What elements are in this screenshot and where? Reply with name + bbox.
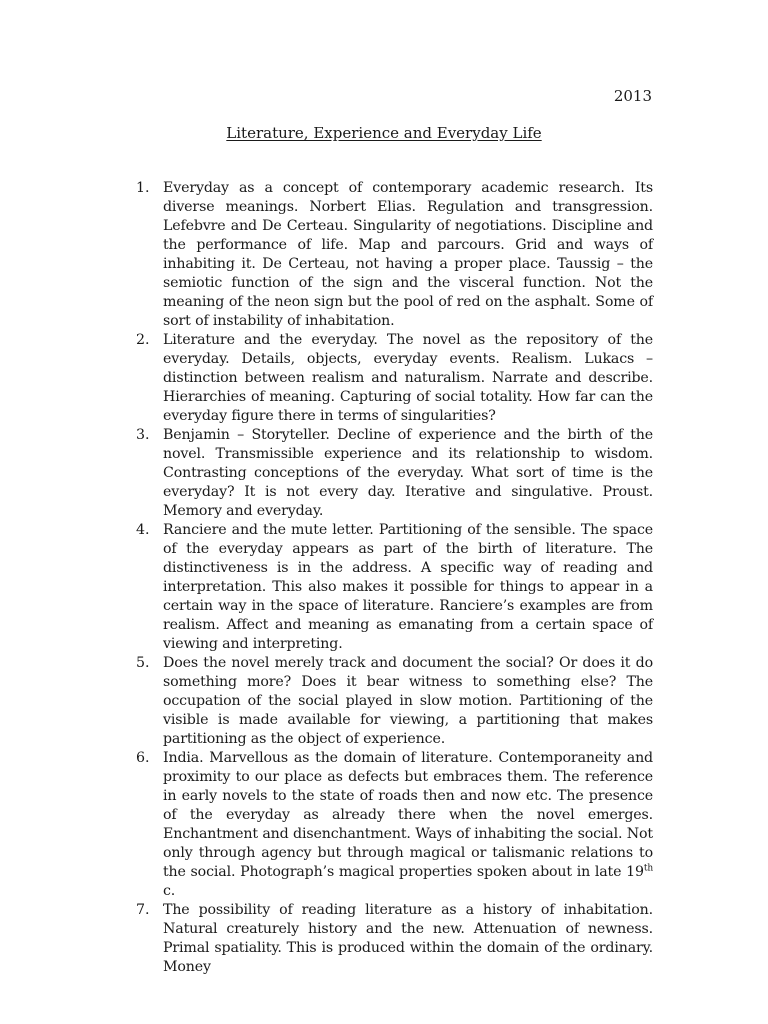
list-item xyxy=(118,901,653,977)
list-item xyxy=(118,749,653,901)
list-item-text-main: India. Marvellous as the domain of literature. Contemporaneity and proximity to our place as defects but embraces them. The reference in early novels to the state of roads then and now etc. The presence of the everyday as already there when the novel emerges. Enchantment and disenchantment. Ways of inhabiting the social. Not only through agency but through magical or talismanic relations to the social. Photograph’s magical properties spoken about in late 19 xyxy=(163,750,653,880)
list-item-number: 5. xyxy=(136,655,150,671)
list-item-number: 2. xyxy=(136,332,150,348)
list-item-text: The possibility of reading literature as a history of inhabitation. Natural creaturely history and the new. Attenuation of newness. Primal spatiality. This is produced within the domain of the ordinary. Money xyxy=(163,902,653,975)
list-item-number: 4. xyxy=(136,522,150,538)
document-title: Literature, Experience and Everyday Life xyxy=(226,124,542,142)
list-item-text xyxy=(163,749,653,901)
list-item-text: Everyday as a concept of contemporary academic research. Its diverse meanings. Norbert Elias. Regulation and transgression. Lefebvre and De Certeau. Singularity of negotiations. Discipline and the performance of life. Map and parcours. Grid and ways of inhabiting it. De Certeau, not having a proper place. Taussig – the semiotic function of the sign and the visceral function. Not the meaning of the neon sign but the pool of red on the asphalt. Some of sort of instability of inhabitation. xyxy=(163,180,653,329)
list-item-number: 6. xyxy=(136,750,150,766)
list-item-text: Literature and the everyday. The novel as the repository of the everyday. Details, objects, everyday events. Realism. Lukacs – distinction between realism and naturalism. Narrate and describe. Hierarchies of meaning. Capturing of social totality. How far can the everyday figure there in terms of singularities? xyxy=(163,332,653,424)
numbered-notes-list xyxy=(118,179,653,977)
list-item xyxy=(118,426,653,521)
list-item-text: Ranciere and the mute letter. Partitioning of the sensible. The space of the everyday appears as part of the birth of literature. The distinctiveness is in the address. A specific way of reading and interpretation. This also makes it possible for things to appear in a certain way in the space of literature. Ranciere’s examples are from realism. Affect and meaning as emanating from a certain space of viewing and interpreting. xyxy=(163,522,653,652)
list-item-text-tail: c. xyxy=(163,883,176,899)
document-year: 2013 xyxy=(613,87,652,105)
list-item-number: 7. xyxy=(136,902,150,918)
list-item-text: Benjamin – Storyteller. Decline of experience and the birth of the novel. Transmissible experience and its relationship to wisdom. Contrasting conceptions of the everyday. What sort of time is the everyday? It is not every day. Iterative and singulative. Proust. Memory and everyday. xyxy=(163,427,653,519)
list-item-text: Does the novel merely track and document the social? Or does it do something more? Does it bear witness to something else? The occupation of the social played in slow motion. Partitioning of the visible is made available for viewing, a partitioning that makes partitioning as the object of experience. xyxy=(163,655,653,747)
list-item xyxy=(118,179,653,331)
list-item xyxy=(118,654,653,749)
list-item xyxy=(118,331,653,426)
list-item xyxy=(118,521,653,654)
ordinal-superscript: th xyxy=(643,863,653,874)
list-item-number: 3. xyxy=(136,427,150,443)
list-item-number: 1. xyxy=(136,180,150,196)
